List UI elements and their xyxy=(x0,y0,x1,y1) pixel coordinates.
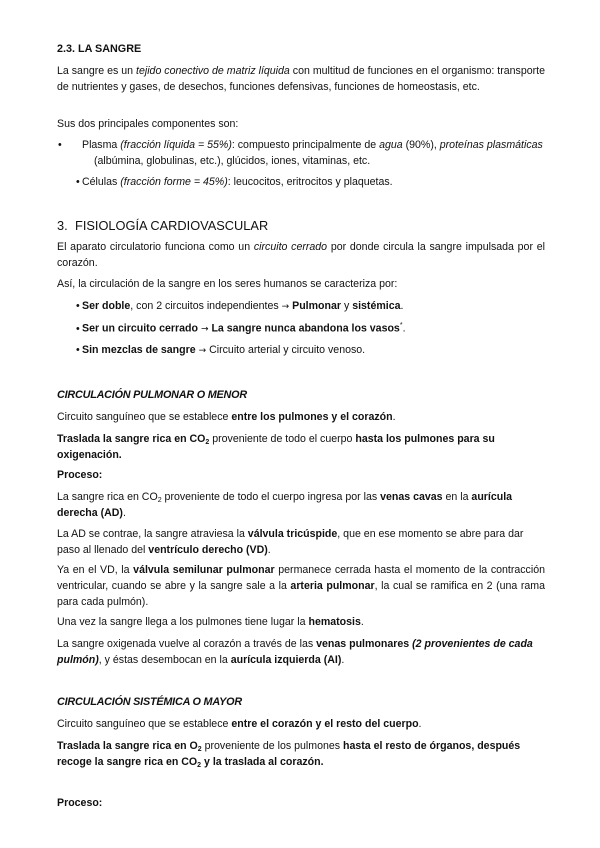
arrow-right-icon: → xyxy=(281,302,290,312)
list-item-sin-mezclas: • Sin mezclas de sangre → Circuito arterial y circuito venoso. xyxy=(76,343,546,359)
bullet-icon: • xyxy=(76,300,80,312)
paragraph-pulmonar-paso1: La sangre rica en $CO_2$ proveniente de todo el cuerpo ingresa por las venas cavas en la aurícula derecha (AD). xyxy=(57,491,513,519)
paragraph-pulmonar-traslada: Traslada la sangre rica en $CO_2$ proveniente de todo el cuerpo hasta los pulmones para su oxigenación. xyxy=(57,433,495,461)
label-proceso-sistemica: Proceso: xyxy=(57,797,103,809)
paragraph-sistemica-def: Circuito sanguíneo que se establece entre el corazón y el resto del cuerpo. xyxy=(57,718,422,730)
paragraph-sangre-intro: La sangre es un tejido conectivo de matriz líquida con multitud de funciones en el organismo: transporte de nutrientes y gases, de desechos, funciones defensivas, funciones de homeostasis, etc. xyxy=(57,65,545,93)
arrow-right-icon: → xyxy=(198,346,207,356)
label-proceso-pulmonar: Proceso: xyxy=(57,469,103,481)
section-heading-fisiologia: 3. FISIOLOGÍA CARDIOVASCULAR xyxy=(57,218,269,233)
paragraph-pulmonar-hematosis: Una vez la sangre llega a los pulmones tiene lugar la hematosis. xyxy=(57,616,364,628)
bullet-icon: • xyxy=(76,322,80,335)
subheading-circulacion-pulmonar: CIRCULACIÓN PULMONAR O MENOR xyxy=(57,389,247,401)
subheading-circulacion-sistemica: CIRCULACIÓN SISTÉMICA O MAYOR xyxy=(57,696,242,708)
paragraph-pulmonar-def: Circuito sanguíneo que se establece entre los pulmones y el corazón. xyxy=(57,411,396,423)
bullet-icon: • xyxy=(76,176,80,188)
paragraph-sistemica-traslada: Traslada la sangre rica en $O_2$ proveniente de los pulmones hasta el resto de órganos, después recoge la sangre rica en $CO_2$ y la traslada al corazón. xyxy=(57,740,521,769)
paragraph-pulmonar-retorno: La sangre oxigenada vuelve al corazón a través de las venas pulmonares (2 provenientes de cada pulmón), y éstas desembocan en la aurícula izquierda (AI). xyxy=(57,638,533,666)
section-heading-sangre: 2.3. LA SANGRE xyxy=(57,43,142,55)
paragraph-componentes: Sus dos principales componentes son: xyxy=(57,118,239,130)
paragraph-caracteristicas: Así, la circulación de la sangre en los seres humanos se caracteriza por: xyxy=(57,278,398,290)
paragraph-pulmonar-paso2: La AD se contrae, la sangre atraviesa la válvula tricúspide, que en ese momento se abre para dar paso al llenado del ventrículo derecho (VD). xyxy=(57,528,524,556)
list-item-plasma: • Plasma (fracción líquida = 55%): compuesto principalmente de agua (90%), proteínas plasmáticas (albúmina, globulinas, etc.), glúcidos, iones, vitaminas, etc. xyxy=(58,139,543,167)
list-item-celulas: • Células (fracción forme = 45%): leucocitos, eritrocitos y plaquetas. xyxy=(76,175,546,191)
paragraph-pulmonar-paso3: Ya en el VD, la válvula semilunar pulmonar permanece cerrada hasta el momento de la contracción ventricular, cuando se abre y la sangre sale a la arteria pulmonar, la cual se ramifica en 2 (una rama para cada pulmón). xyxy=(57,564,545,608)
list-item-cerrado: • Ser un circuito cerrado → La sangre nunca abandona los vasos*. xyxy=(76,321,546,337)
bullet-icon: • xyxy=(58,139,62,151)
paragraph-aparato-circulatorio: El aparato circulatorio funciona como un circuito cerrado por donde circula la sangre impulsada por el corazón. xyxy=(57,241,545,269)
bullet-icon: • xyxy=(76,344,80,356)
list-item-doble: • Ser doble, con 2 circuitos independientes → Pulmonar y sistémica. xyxy=(76,299,546,315)
arrow-right-icon: → xyxy=(200,324,209,335)
